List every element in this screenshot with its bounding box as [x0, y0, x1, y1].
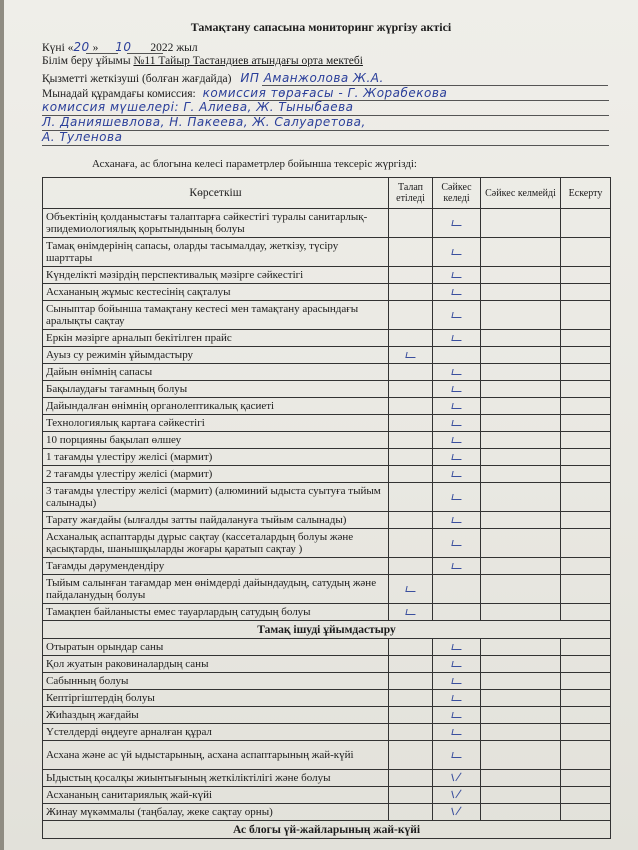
cell-noncompliant: [481, 656, 561, 673]
cell-compliant: [433, 415, 481, 432]
cell-compliant: [433, 656, 481, 673]
section2-title: Тамақ ішуді ұйымдастыру: [43, 621, 611, 639]
cell-note: [561, 690, 611, 707]
date-line: [42, 40, 198, 54]
cell-noncompliant: [481, 330, 561, 347]
cell-noncompliant: [481, 347, 561, 364]
row-indicator: Отыратын орындар саны: [43, 639, 389, 656]
cell-required: [389, 804, 433, 821]
row-indicator: Күнделікті мәзірдің перспективалық мәзірге сәйкестігі: [43, 267, 389, 284]
table-row: [43, 267, 611, 284]
cell-note: [561, 804, 611, 821]
date-year: 2022 жыл: [150, 42, 198, 54]
cell-note: [561, 741, 611, 770]
header-noncompliant: Сәйкес келмейді: [481, 178, 561, 209]
check-mark-icon: [452, 790, 461, 798]
cell-noncompliant: [481, 301, 561, 330]
table-row: [43, 656, 611, 673]
row-indicator: Дайындалған өнімнің органолептикалық қасиеті: [43, 398, 389, 415]
table-row: [43, 466, 611, 483]
cell-required: [389, 741, 433, 770]
check-mark-icon: [451, 220, 462, 226]
date-underline: [86, 53, 118, 54]
cell-compliant: [433, 741, 481, 770]
cell-noncompliant: [481, 284, 561, 301]
row-indicator: Асхана және ас үй ыдыстарының, асхана аспаптарының жай-күйі: [43, 741, 389, 770]
table-row: [43, 398, 611, 415]
cell-noncompliant: [481, 558, 561, 575]
row-indicator: Кептіргіштердің болуы: [43, 690, 389, 707]
cell-noncompliant: [481, 770, 561, 787]
check-mark-icon: [451, 678, 462, 684]
cell-note: [561, 529, 611, 558]
cell-required: [389, 330, 433, 347]
cell-note: [561, 301, 611, 330]
row-indicator: Ыдыстың қосалқы жиынтығының жеткіліктілігі және болуы: [43, 770, 389, 787]
row-indicator: Технологиялық картаға сәйкестігі: [43, 415, 389, 432]
check-mark-icon: [451, 369, 462, 375]
cell-noncompliant: [481, 575, 561, 604]
check-mark-icon: [451, 312, 462, 318]
cell-note: [561, 209, 611, 238]
check-mark-icon: [451, 420, 462, 426]
cell-required: [389, 787, 433, 804]
check-mark-icon: [451, 494, 462, 500]
check-mark-icon: [451, 289, 462, 295]
month-underline: [127, 53, 163, 54]
table-row: [43, 707, 611, 724]
cell-noncompliant: [481, 449, 561, 466]
section1-body: [43, 209, 611, 621]
row-indicator: 3 тағамды үлестіру желісі (мармит) (алюминий ыдыста суытуға тыйым салынады): [43, 483, 389, 512]
check-mark-icon: [451, 437, 462, 443]
check-mark-icon: [451, 661, 462, 667]
date-prefix: Күні «: [42, 42, 74, 54]
cell-note: [561, 432, 611, 449]
check-mark-icon: [451, 517, 462, 523]
table-row: [43, 381, 611, 398]
cell-noncompliant: [481, 512, 561, 529]
row-indicator: Тыйым салынған тағамдар мен өнімдерді дайындаудың, сатудың және пайдаланудың болуы: [43, 575, 389, 604]
row-indicator: Қол жуатын раковиналардың саны: [43, 656, 389, 673]
table-row: [43, 639, 611, 656]
row-indicator: 10 порцияны бақылап өлшеу: [43, 432, 389, 449]
table-row: [43, 575, 611, 604]
cell-required: [389, 483, 433, 512]
cell-note: [561, 238, 611, 267]
cell-note: [561, 330, 611, 347]
table-row: [43, 330, 611, 347]
cell-noncompliant: [481, 267, 561, 284]
inspection-intro: Асханаға, ас блогына келесі параметрлер бойынша тексеріс жүргізді:: [92, 158, 417, 170]
row-indicator: Дайын өнімнің сапасы: [43, 364, 389, 381]
document-title: Тамақтану сапасына мониторинг жүргізу актісі: [190, 20, 452, 34]
row-indicator: Сыныптар бойынша тамақтану кестесі мен тамақтану арасындағы аралықты сақтау: [43, 301, 389, 330]
table-row: [43, 301, 611, 330]
cell-note: [561, 415, 611, 432]
commission-members-2: Л. Данияшевлова, Н. Пакеева, Ж. Салуаретова,: [42, 115, 366, 129]
cell-note: [561, 656, 611, 673]
header-required: Талап етіледі: [389, 178, 433, 209]
cell-note: [561, 639, 611, 656]
cell-required: [389, 529, 433, 558]
table-row: [43, 724, 611, 741]
cell-required: [389, 656, 433, 673]
check-mark-icon: [405, 352, 416, 358]
cell-note: [561, 707, 611, 724]
check-mark-icon: [451, 712, 462, 718]
date-month: 10: [115, 40, 132, 54]
cell-noncompliant: [481, 639, 561, 656]
cell-required: [389, 347, 433, 364]
check-mark-icon: [451, 752, 462, 758]
cell-noncompliant: [481, 724, 561, 741]
school-label: Білім беру ұйымы: [42, 55, 131, 67]
cell-note: [561, 673, 611, 690]
table-row: [43, 604, 611, 621]
cell-noncompliant: [481, 432, 561, 449]
cell-compliant: [433, 466, 481, 483]
cell-compliant: [433, 558, 481, 575]
check-mark-icon: [451, 386, 462, 392]
cell-compliant: [433, 639, 481, 656]
cell-compliant: [433, 673, 481, 690]
cell-noncompliant: [481, 398, 561, 415]
cell-noncompliant: [481, 209, 561, 238]
cell-noncompliant: [481, 238, 561, 267]
cell-compliant: [433, 483, 481, 512]
table-row: [43, 673, 611, 690]
cell-noncompliant: [481, 529, 561, 558]
check-mark-icon: [451, 454, 462, 460]
table-row: [43, 483, 611, 512]
cell-required: [389, 770, 433, 787]
check-mark-icon: [451, 563, 462, 569]
cell-compliant: [433, 804, 481, 821]
row-indicator: Тағамды дәрумендендіру: [43, 558, 389, 575]
cell-compliant: [433, 724, 481, 741]
supplier-label: Қызметті жеткізуші (болған жағдайда): [42, 73, 232, 85]
cell-compliant: [433, 575, 481, 604]
supplier-value: ИП Аманжолова Ж.А.: [240, 71, 384, 85]
cell-required: [389, 558, 433, 575]
row-indicator: 2 тағамды үлестіру желісі (мармит): [43, 466, 389, 483]
table-row: [43, 804, 611, 821]
cell-compliant: [433, 284, 481, 301]
cell-required: [389, 415, 433, 432]
row-indicator: Тамақпен байланысты емес тауарлардың сатудың болуы: [43, 604, 389, 621]
row-indicator: Асхананың санитариялық жай-күйі: [43, 787, 389, 804]
table-row: [43, 432, 611, 449]
cell-compliant: [433, 330, 481, 347]
table-row: [43, 741, 611, 770]
row-indicator: Тамақ өнімдерінің сапасы, оларды тасымалдау, жеткізу, түсіру шарттары: [43, 238, 389, 267]
row-indicator: Жинау мүкәммалы (таңбалау, жеке сақтау орны): [43, 804, 389, 821]
cell-noncompliant: [481, 673, 561, 690]
cell-noncompliant: [481, 381, 561, 398]
cell-compliant: [433, 381, 481, 398]
cell-required: [389, 364, 433, 381]
cell-required: [389, 284, 433, 301]
cell-required: [389, 238, 433, 267]
cell-compliant: [433, 301, 481, 330]
cell-noncompliant: [481, 364, 561, 381]
school-line: [42, 55, 363, 67]
check-mark-icon: [452, 773, 461, 781]
cell-note: [561, 398, 611, 415]
table-row: [43, 529, 611, 558]
check-mark-icon: [451, 644, 462, 650]
cell-note: [561, 364, 611, 381]
row-indicator: Асхананың жұмыс кестесінің сақталуы: [43, 284, 389, 301]
cell-required: [389, 432, 433, 449]
table-row: [43, 347, 611, 364]
check-mark-icon: [451, 249, 462, 255]
header-note: Ескерту: [561, 178, 611, 209]
cell-note: [561, 466, 611, 483]
section-heading-row: [43, 621, 611, 639]
cell-compliant: [433, 267, 481, 284]
cell-required: [389, 301, 433, 330]
cell-note: [561, 558, 611, 575]
cell-note: [561, 483, 611, 512]
cell-noncompliant: [481, 707, 561, 724]
cell-noncompliant: [481, 741, 561, 770]
commission-line: [42, 86, 447, 100]
cell-required: [389, 724, 433, 741]
cell-required: [389, 639, 433, 656]
check-mark-icon: [451, 335, 462, 341]
check-mark-icon: [451, 695, 462, 701]
cell-note: [561, 512, 611, 529]
cell-compliant: [433, 238, 481, 267]
check-mark-icon: [451, 403, 462, 409]
table-row: [43, 364, 611, 381]
school-name: №11 Тайыр Тастандиев атындағы орта мектебі: [133, 55, 363, 67]
cell-note: [561, 604, 611, 621]
supplier-line: [42, 71, 384, 85]
check-mark-icon: [405, 609, 416, 615]
cell-compliant: [433, 690, 481, 707]
cell-required: [389, 690, 433, 707]
cell-noncompliant: [481, 690, 561, 707]
check-mark-icon: [451, 471, 462, 477]
table-row: [43, 787, 611, 804]
commission-members-3: А. Туленова: [42, 130, 123, 144]
table-row: [43, 284, 611, 301]
date-day: 20: [73, 40, 90, 54]
row-indicator: Объектінің қолданыстағы талаптарға сәйкестігі туралы санитарлық-эпидемиологиялық қорытындының болуы: [43, 209, 389, 238]
cell-compliant: [433, 770, 481, 787]
check-mark-icon: [451, 540, 462, 546]
header-indicator: Көрсеткіш: [43, 178, 389, 209]
cell-note: [561, 787, 611, 804]
cell-note: [561, 284, 611, 301]
section2-heading-body: [43, 621, 611, 639]
table-row: [43, 415, 611, 432]
row-indicator: Еркін мәзірге арналып бекітілген прайс: [43, 330, 389, 347]
monitoring-table: [42, 177, 611, 839]
row-indicator: Бақылаудағы тағамның болуы: [43, 381, 389, 398]
table-row: [43, 209, 611, 238]
row-indicator: Жиһаздың жағдайы: [43, 707, 389, 724]
commission-members-1: комиссия мүшелері: Г. Алиева, Ж. Тыныбаева: [42, 100, 354, 114]
cell-required: [389, 267, 433, 284]
check-mark-icon: [405, 586, 416, 592]
table-header-row: [43, 178, 611, 209]
check-mark-icon: [451, 729, 462, 735]
cell-required: [389, 398, 433, 415]
cell-note: [561, 770, 611, 787]
commission-label: Мынадай құрамдағы комиссия:: [42, 88, 196, 100]
table-row: [43, 512, 611, 529]
cell-required: [389, 512, 433, 529]
table-row: [43, 690, 611, 707]
row-indicator: Сабынның болуы: [43, 673, 389, 690]
cell-note: [561, 449, 611, 466]
check-mark-icon: [452, 807, 461, 815]
cell-noncompliant: [481, 483, 561, 512]
cell-compliant: [433, 364, 481, 381]
document-sheet: [4, 0, 638, 850]
cell-note: [561, 575, 611, 604]
cell-noncompliant: [481, 787, 561, 804]
cell-noncompliant: [481, 466, 561, 483]
cell-required: [389, 466, 433, 483]
cell-note: [561, 724, 611, 741]
cell-compliant: [433, 209, 481, 238]
cell-compliant: [433, 529, 481, 558]
cell-compliant: [433, 707, 481, 724]
section3-title: Ас блогы үй-жайларының жай-күйі: [43, 821, 611, 839]
cell-required: [389, 449, 433, 466]
row-indicator: Ауыз су режимін ұйымдастыру: [43, 347, 389, 364]
row-indicator: Үстелдерді өңдеуге арналған құрал: [43, 724, 389, 741]
cell-note: [561, 267, 611, 284]
cell-required: [389, 381, 433, 398]
cell-compliant: [433, 787, 481, 804]
cell-noncompliant: [481, 804, 561, 821]
cell-compliant: [433, 512, 481, 529]
row-indicator: Тарату жағдайы (ылғалды затты пайдалануға тыйым салынады): [43, 512, 389, 529]
cell-noncompliant: [481, 415, 561, 432]
cell-required: [389, 209, 433, 238]
table-row: [43, 770, 611, 787]
cell-compliant: [433, 347, 481, 364]
commission-underline-3: [42, 130, 609, 131]
table-row: [43, 238, 611, 267]
cell-required: [389, 575, 433, 604]
cell-compliant: [433, 449, 481, 466]
date-mid: »: [92, 42, 99, 54]
table-row: [43, 449, 611, 466]
table-row: [43, 558, 611, 575]
cell-compliant: [433, 432, 481, 449]
cell-required: [389, 604, 433, 621]
cell-note: [561, 347, 611, 364]
cell-note: [561, 381, 611, 398]
row-indicator: 1 тағамды үлестіру желісі (мармит): [43, 449, 389, 466]
cell-compliant: [433, 604, 481, 621]
header-compliant: Сәйкес келеді: [433, 178, 481, 209]
section-heading-row: [43, 821, 611, 839]
commission-underline-4: [42, 145, 609, 146]
row-indicator: Асханалық аспаптарды дұрыс сақтау (кассеталардың болуы және қасықтарды, шанышқыларды жоғары қаратып сақтау ): [43, 529, 389, 558]
section3-heading-body: [43, 821, 611, 839]
cell-compliant: [433, 398, 481, 415]
cell-required: [389, 707, 433, 724]
cell-noncompliant: [481, 604, 561, 621]
check-mark-icon: [451, 272, 462, 278]
commission-chair: комиссия төрағасы - Г. Жорабекова: [202, 86, 448, 100]
section2-body: [43, 639, 611, 821]
cell-required: [389, 673, 433, 690]
